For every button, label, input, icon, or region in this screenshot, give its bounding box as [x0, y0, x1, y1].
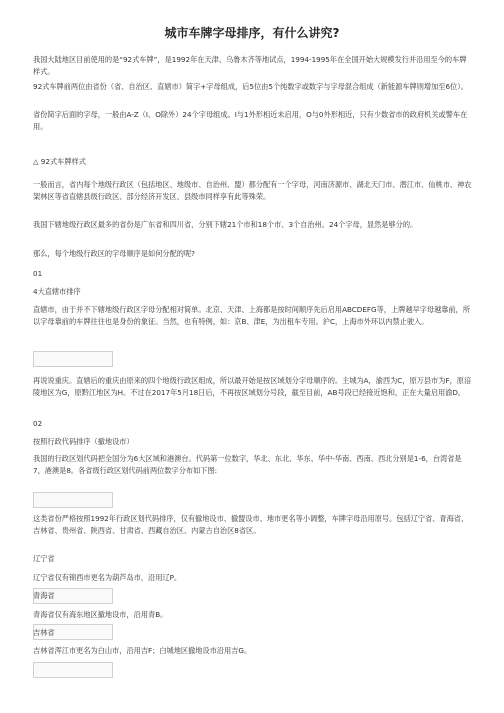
- section-number-02: 02: [33, 419, 43, 428]
- paragraph-guangdong-sichuan: 我国下辖地级行政区最多的省份是广东省和四川省，分别下辖21个市和18个市、3个自治州。24个字母，显然是够分的。: [33, 220, 418, 229]
- paragraph-eight-provinces: 这类省份严格按照1992年行政区划代码排序，仅有撤地设市、撤盟设市、地市更名等小调整，车牌字母沿用原号。包括辽宁省、青海省、吉林省、贵州省、陕西省、甘肃省、西藏自治区、内蒙古自治区8省区。: [33, 514, 469, 535]
- paragraph-plate-format: 92式车牌前两位由省份（省、自治区、直辖市）简字+字母组成，后5位由5个纯数字或数字与字母混合组成（新能源车牌则增加至6位）。: [33, 82, 468, 91]
- paragraph-question: 那么，每个地级行政区的字母顺序是如何分配的呢?: [33, 249, 195, 258]
- paragraph-chongqing: 再说说重庆。直辖后的重庆由原来的四个地级行政区组成，所以最开始是按区域划分字母顺序的。主城为A，渝西为C，原万县市为F，原涪陵地区为G，原黔江地区为H。不过在2017年5月18日后，不再按区域划分号段，截至目前，AB号段已经接近饱和，正在大量启用渝D。: [33, 376, 472, 397]
- image-placeholder: [33, 492, 113, 508]
- paragraph-qinghai: 青海省仅有海东地区撤地设市，沿用青B。: [33, 610, 168, 619]
- image-placeholder: [33, 662, 113, 678]
- section-heading-municipalities: 4大直辖市排序: [33, 287, 81, 296]
- page-title: 城市车牌字母排序，有什么讲究?: [164, 26, 340, 40]
- section-heading-admin-code: 按照行政代码排序（撤地设市）: [33, 437, 134, 446]
- heading-liaoning: 辽宁省: [33, 554, 55, 563]
- image-placeholder: [33, 351, 113, 367]
- image-caption: △ 92式车牌样式: [33, 157, 86, 166]
- paragraph-letters: 省份简字后面的字母，一般由A-Z（I、O除外）24个字母组成。I与1外形相近未启用，O与0外形相近，只有少数省市的政府机关或警车在用。: [33, 110, 468, 131]
- paragraph-liaoning: 辽宁省仅有锦西市更名为葫芦岛市，沿用辽P。: [33, 573, 182, 582]
- paragraph-municipalities: 直辖市，由于并不下辖地级行政区字母分配相对简单。北京、天津、上海都是按时间顺序先后启用ABCDEFG等，上牌越早字母越靠前，所以字母靠前的车牌往往也是身份的象征。当然，也有特例，如：京B、津E，为出租车专用。沪C，上海市外环以内禁止驶入。: [33, 305, 471, 326]
- paragraph-jilin: 吉林省浑江市更名为白山市，沿用吉F；白城地区撤地设市沿用吉G。: [33, 646, 252, 655]
- paragraph-prefecture: 一般而言，省内每个地级行政区（包括地区、地级市、自治州、盟）都分配有一个字母，河南济源市、湖北天门市、潜江市、仙桃市、神农架林区等省直辖县级行政区、部分经济开发区、县级市同样享有此等殊荣。: [33, 180, 472, 201]
- heading-jilin: 吉林省: [33, 628, 55, 637]
- paragraph-admin-code: 我国的行政区划代码把全国分为6大区域和港澳台。代码第一位数字，华北、东北、华东、华中-华南、西南、西北分别是1-6，台湾省是7，港澳是8。各省级行政区划代码前两位数字分布如下图:: [33, 454, 462, 475]
- heading-qinghai: 青海省: [33, 591, 55, 600]
- section-number-01: 01: [33, 269, 43, 278]
- paragraph-intro: 我国大陆地区目前使用的是“92式车牌”，是1992年在天津、乌鲁木齐等地试点，1994-1995年在全国开始大规模发行并沿用至今的车牌样式。: [33, 55, 467, 76]
